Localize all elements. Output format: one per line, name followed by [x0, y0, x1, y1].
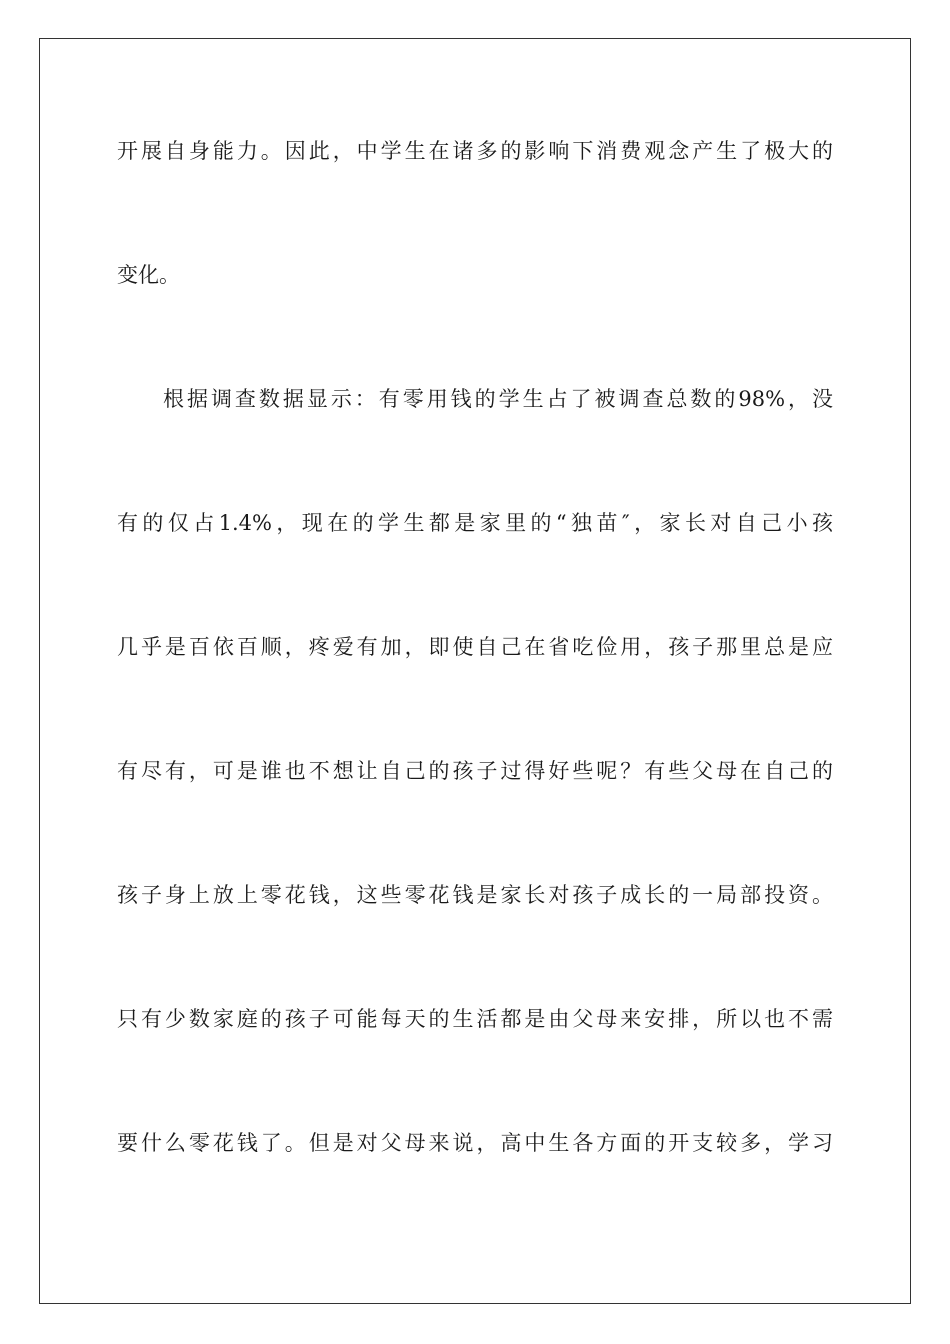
text-line-3: 根据调查数据显示：有零用钱的学生占了被调查总数的98%，没	[163, 387, 833, 411]
text-line-4: 有的仅占1.4%，现在的学生都是家里的“独苗″，家长对自己小孩	[117, 511, 833, 535]
text-line-1: 开展自身能力。因此，中学生在诸多的影响下消费观念产生了极大的	[117, 139, 833, 163]
text-line-8: 只有少数家庭的孩子可能每天的生活都是由父母来安排，所以也不需	[117, 1007, 833, 1031]
text-line-7: 孩子身上放上零花钱，这些零花钱是家长对孩子成长的一局部投资。	[117, 883, 833, 907]
text-line-9: 要什么零花钱了。但是对父母来说，高中生各方面的开支较多，学习	[117, 1131, 833, 1155]
text-line-2: 变化。	[117, 263, 180, 287]
page-frame	[39, 38, 911, 1304]
text-line-6: 有尽有，可是谁也不想让自己的孩子过得好些呢？有些父母在自己的	[117, 759, 833, 783]
text-line-5: 几乎是百依百顺，疼爱有加，即使自己在省吃俭用，孩子那里总是应	[117, 635, 833, 659]
